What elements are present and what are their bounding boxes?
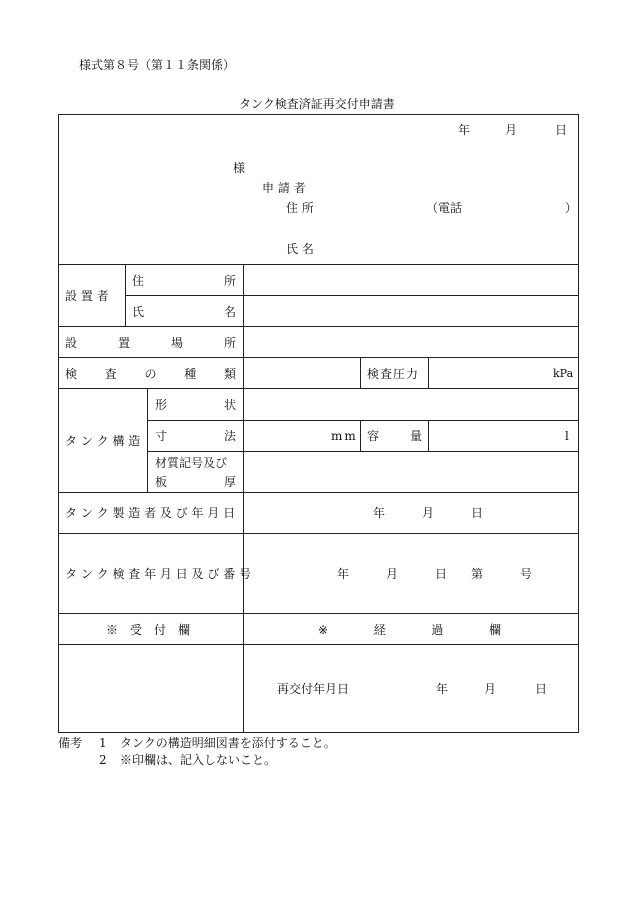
dimension-unit: mm [331, 429, 358, 443]
applicant-name-label: 氏 名 [286, 242, 314, 256]
tank-structure-label: タ ン ク 構 造 [65, 434, 141, 448]
manufacture-day-label: 日 [471, 506, 484, 520]
installation-location-label: 設 置 場 所 [65, 336, 236, 350]
inspection-no-prefix: 第 [471, 567, 484, 581]
note-2-number: 2 [99, 753, 107, 767]
inspection-no-suffix: 号 [520, 567, 533, 581]
phone-open-label: （電話 [426, 201, 463, 215]
notes-heading: 備考 [58, 736, 83, 750]
manufacturer-label: タ ン ク 製 造 者 及 び 年 月 日 [65, 506, 236, 520]
reissue-month-label: 月 [484, 682, 497, 696]
application-form-table [58, 114, 579, 733]
inspection-type-label: 検 査 の 種 類 [65, 367, 236, 381]
installer-name-label: 氏 名 [132, 305, 236, 319]
note-1-text: タンクの構造明細図書を添付すること。 [120, 736, 336, 750]
form-title: タンク検査済証再交付申請書 [239, 97, 395, 111]
reissue-year-label: 年 [436, 682, 449, 696]
installer-label: 設 置 者 [65, 289, 109, 303]
progress-column-label: ※ 経 過 欄 [318, 623, 501, 637]
note-2-text: ※印欄は、記入しないこと。 [120, 753, 277, 767]
manufacture-month-label: 月 [422, 506, 435, 520]
material-label-line1: 材質記号及び [155, 456, 228, 470]
reissue-date-label: 再交付年月日 [277, 682, 350, 696]
capacity-label: 容 量 [367, 429, 422, 443]
reception-column-label: ※ 受 付 欄 [106, 623, 191, 637]
capacity-unit: l [565, 429, 569, 443]
header-month-label: 月 [505, 123, 518, 137]
form-number: 様式第８号（第１１条関係） [79, 58, 236, 72]
inspection-date-label: タ ン ク 検 査 年 月 日 及 び 番 号 [65, 567, 251, 581]
inspection-month-label: 月 [386, 567, 399, 581]
reissue-day-label: 日 [535, 682, 548, 696]
inspection-day-label: 日 [435, 567, 448, 581]
phone-close-label: ） [565, 201, 578, 215]
note-1-number: 1 [99, 736, 107, 750]
inspection-pressure-label: 検査圧力 [367, 367, 420, 381]
applicant-address-label: 住 所 [286, 201, 314, 215]
thickness-label: 板 厚 [155, 475, 236, 489]
applicant-label: 申 請 者 [262, 181, 306, 195]
shape-label: 形 状 [155, 398, 236, 412]
dimension-label: 寸 法 [155, 429, 236, 443]
pressure-unit: kPa [553, 367, 574, 380]
header-year-label: 年 [458, 123, 471, 137]
installer-address-label: 住 所 [132, 274, 236, 288]
manufacture-year-label: 年 [373, 506, 386, 520]
header-day-label: 日 [555, 123, 568, 137]
addressee-suffix: 様 [233, 161, 246, 175]
inspection-year-label: 年 [337, 567, 350, 581]
